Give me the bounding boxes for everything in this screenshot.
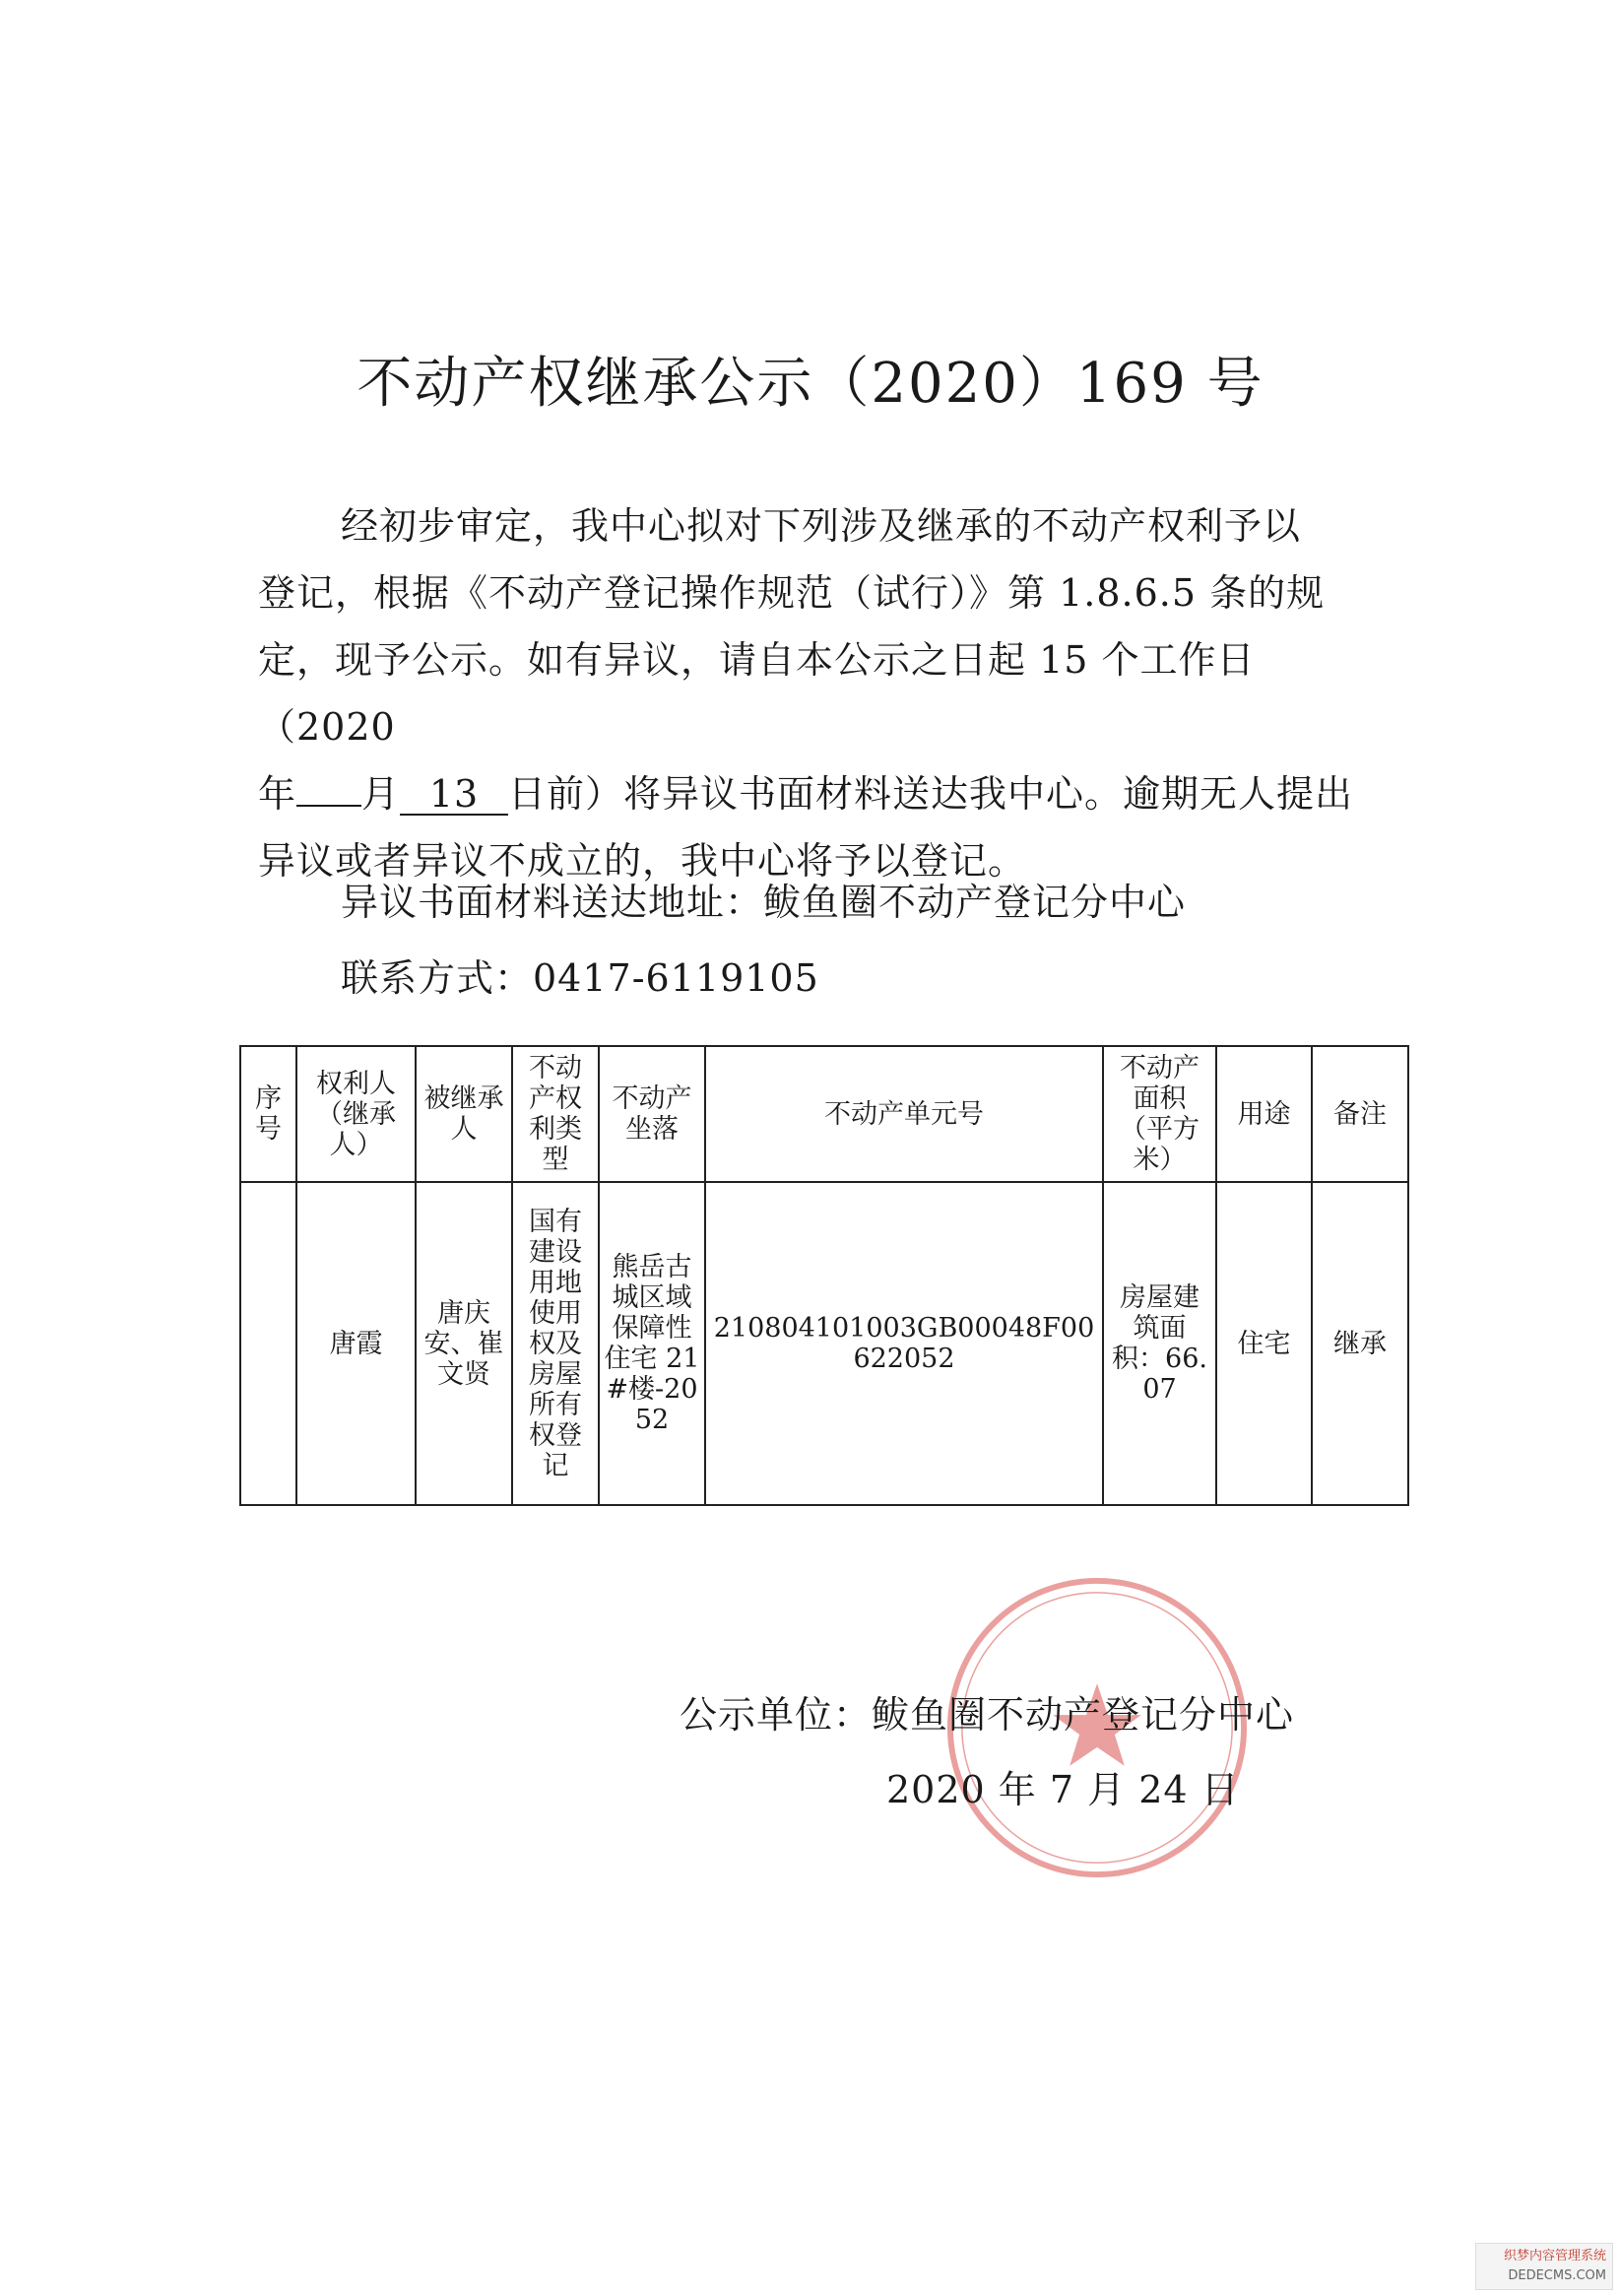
inheritance-table (239, 1045, 1409, 1506)
watermark-badge (1475, 2243, 1613, 2290)
paragraph-line-4 (258, 760, 1391, 827)
table-header-row (240, 1046, 1408, 1182)
publish-date: 2020 年 7 月 24 日 (886, 1768, 1240, 1811)
document-title: 不动产权继承公示（2020）169 号 (357, 352, 1264, 416)
header-seq: 序号 (240, 1046, 296, 1182)
paragraph-line-5: 异议或者异议不成立的，我中心将予以登记。 (258, 839, 1027, 883)
header-area: 不动产面积（平方米） (1103, 1046, 1216, 1182)
cell-seq (240, 1182, 296, 1505)
day-blank: 13 (400, 774, 508, 816)
cell-unit-no: 210804101003GB00048F00622052 (705, 1182, 1103, 1505)
paragraph-line-1: 经初步审定，我中心拟对下列涉及继承的不动产权利予以 (341, 504, 1302, 548)
year-char: 年 (258, 772, 297, 816)
paragraph-line-2: 登记，根据《不动产登记操作规范（试行）》第 1.8.6.5 条的规 (258, 571, 1326, 615)
table-row (240, 1182, 1408, 1505)
watermark-line-2: DEDECMS.COM (1508, 2268, 1606, 2283)
header-remark: 备注 (1312, 1046, 1408, 1182)
header-decedent: 被继承人 (416, 1046, 512, 1182)
header-location: 不动产坐落 (599, 1046, 705, 1182)
cell-decedent: 唐庆安、崔文贤 (416, 1182, 512, 1505)
cell-location: 熊岳古城区域保障性住宅 21#楼-2052 (599, 1182, 705, 1505)
header-unit-no: 不动产单元号 (705, 1046, 1103, 1182)
month-char: 月 (361, 772, 401, 816)
contact-info: 联系方式：0417-6119105 (341, 956, 819, 1000)
cell-usage: 住宅 (1216, 1182, 1312, 1505)
objection-address: 异议书面材料送达地址：鲅鱼圈不动产登记分中心 (341, 881, 1187, 924)
watermark-line-1: 织梦内容管理系统 (1503, 2249, 1606, 2263)
notice-paragraph (258, 492, 1391, 894)
cell-right-type: 国有建设用地使用权及房屋所有权登记 (512, 1182, 599, 1505)
header-right-type: 不动产权利类型 (512, 1046, 599, 1182)
header-usage: 用途 (1216, 1046, 1312, 1182)
cell-remark: 继承 (1312, 1182, 1408, 1505)
cell-holder: 唐霞 (296, 1182, 416, 1505)
header-holder: 权利人（继承人） (296, 1046, 416, 1182)
month-blank (296, 805, 361, 807)
paragraph-line-4-rest: 日前）将异议书面材料送达我中心。逾期无人提出 (508, 772, 1354, 816)
paragraph-line-3: 定，现予公示。如有异议，请自本公示之日起 15 个工作日（2020 (258, 638, 1256, 749)
publishing-unit: 公示单位：鲅鱼圈不动产登记分中心 (680, 1693, 1295, 1737)
cell-area: 房屋建筑面积：66.07 (1103, 1182, 1216, 1505)
